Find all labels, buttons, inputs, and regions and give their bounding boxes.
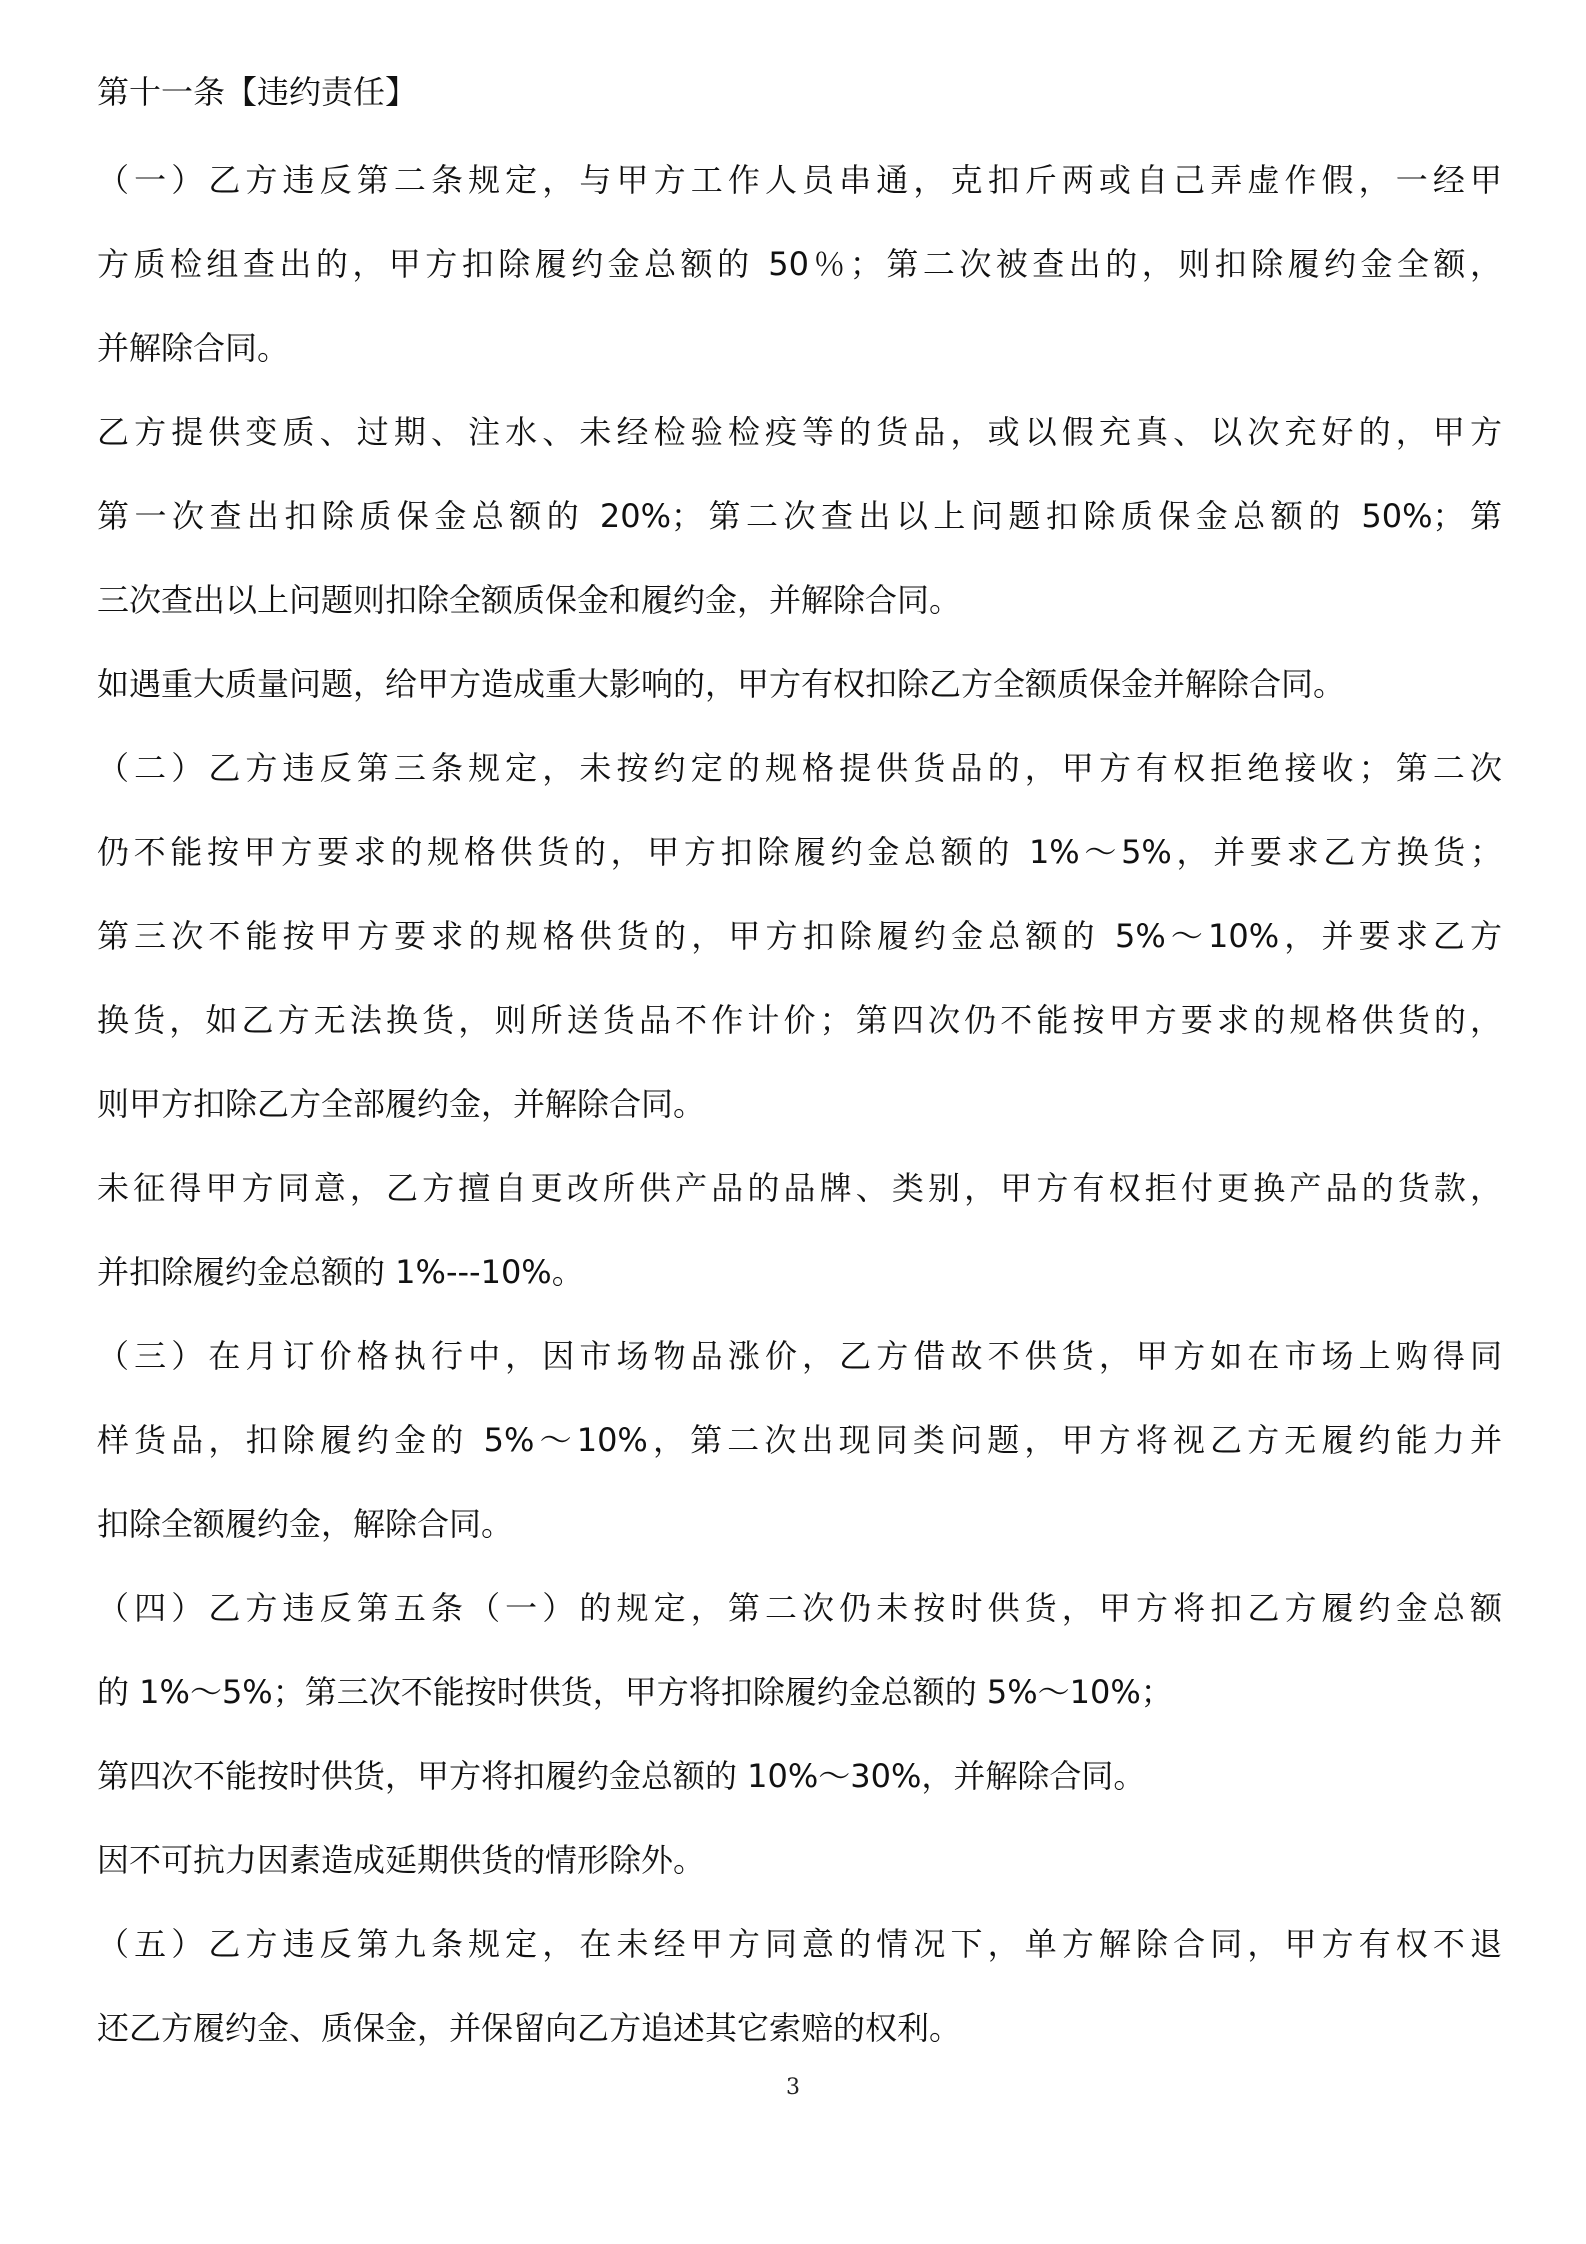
text-line: 方质检组查出的，甲方扣除履约金总额的 50％；第二次被查出的，则扣除履约金全额， <box>97 245 1502 283</box>
text-line: （二）乙方违反第三条规定，未按约定的规格提供货品的，甲方有权拒绝接收；第二次 <box>97 749 1502 787</box>
paragraph <box>97 1314 1502 1566</box>
text-line: （四）乙方违反第五条（一）的规定，第二次仍未按时供货，甲方将扣乙方履约金总额 <box>97 1589 1502 1627</box>
paragraph <box>97 1818 1502 1902</box>
text-line: 三次查出以上问题则扣除全额质保金和履约金，并解除合同。 <box>97 581 962 619</box>
paragraph <box>97 1146 1502 1314</box>
paragraph <box>97 390 1502 642</box>
page-number: 3 <box>786 2075 800 2100</box>
text-line: （一）乙方违反第二条规定，与甲方工作人员串通，克扣斤两或自己弄虚作假，一经甲 <box>97 161 1502 199</box>
text-line: 则甲方扣除乙方全部履约金，并解除合同。 <box>97 1085 706 1123</box>
text-line: 因不可抗力因素造成延期供货的情形除外。 <box>97 1841 706 1879</box>
paragraph <box>97 726 1502 1146</box>
text-line: 并扣除履约金总额的 1%---10%。 <box>97 1253 584 1291</box>
text-line: 的 1%～5%；第三次不能按时供货，甲方将扣除履约金总额的 5%～10%； <box>97 1673 1173 1711</box>
paragraph <box>97 1734 1502 1818</box>
paragraph <box>97 1566 1502 1734</box>
text-line: 未征得甲方同意，乙方擅自更改所供产品的品牌、类别，甲方有权拒付更换产品的货款， <box>97 1169 1502 1207</box>
text-line: 第一次查出扣除质保金总额的 20%；第二次查出以上问题扣除质保金总额的 50%；第 <box>97 497 1502 535</box>
text-line: （五）乙方违反第九条规定，在未经甲方同意的情况下，单方解除合同，甲方有权不退 <box>97 1925 1502 1963</box>
text-line: 仍不能按甲方要求的规格供货的，甲方扣除履约金总额的 1%～5%，并要求乙方换货； <box>97 833 1502 871</box>
text-line: 还乙方履约金、质保金，并保留向乙方追述其它索赔的权利。 <box>97 2009 962 2047</box>
text-line: （三）在月订价格执行中，因市场物品涨价，乙方借故不供货，甲方如在市场上购得同 <box>97 1337 1502 1375</box>
paragraph <box>97 138 1502 390</box>
article-heading: 第十一条【违约责任】 <box>97 73 418 111</box>
text-line: 第四次不能按时供货，甲方将扣履约金总额的 10%～30%，并解除合同。 <box>97 1757 1146 1795</box>
text-line: 扣除全额履约金，解除合同。 <box>97 1505 514 1543</box>
text-line: 乙方提供变质、过期、注水、未经检验检疫等的货品，或以假充真、以次充好的，甲方 <box>97 413 1502 451</box>
document-body <box>97 138 1502 2070</box>
paragraph <box>97 642 1502 726</box>
text-line: 第三次不能按甲方要求的规格供货的，甲方扣除履约金总额的 5%～10%，并要求乙方 <box>97 917 1502 955</box>
text-line: 如遇重大质量问题，给甲方造成重大影响的，甲方有权扣除乙方全额质保金并解除合同。 <box>97 665 1346 703</box>
text-line: 并解除合同。 <box>97 329 290 367</box>
paragraph <box>97 1902 1502 2070</box>
text-line: 换货，如乙方无法换货，则所送货品不作计价；第四次仍不能按甲方要求的规格供货的， <box>97 1001 1502 1039</box>
text-line: 样货品，扣除履约金的 5%～10%，第二次出现同类问题，甲方将视乙方无履约能力并 <box>97 1421 1502 1459</box>
